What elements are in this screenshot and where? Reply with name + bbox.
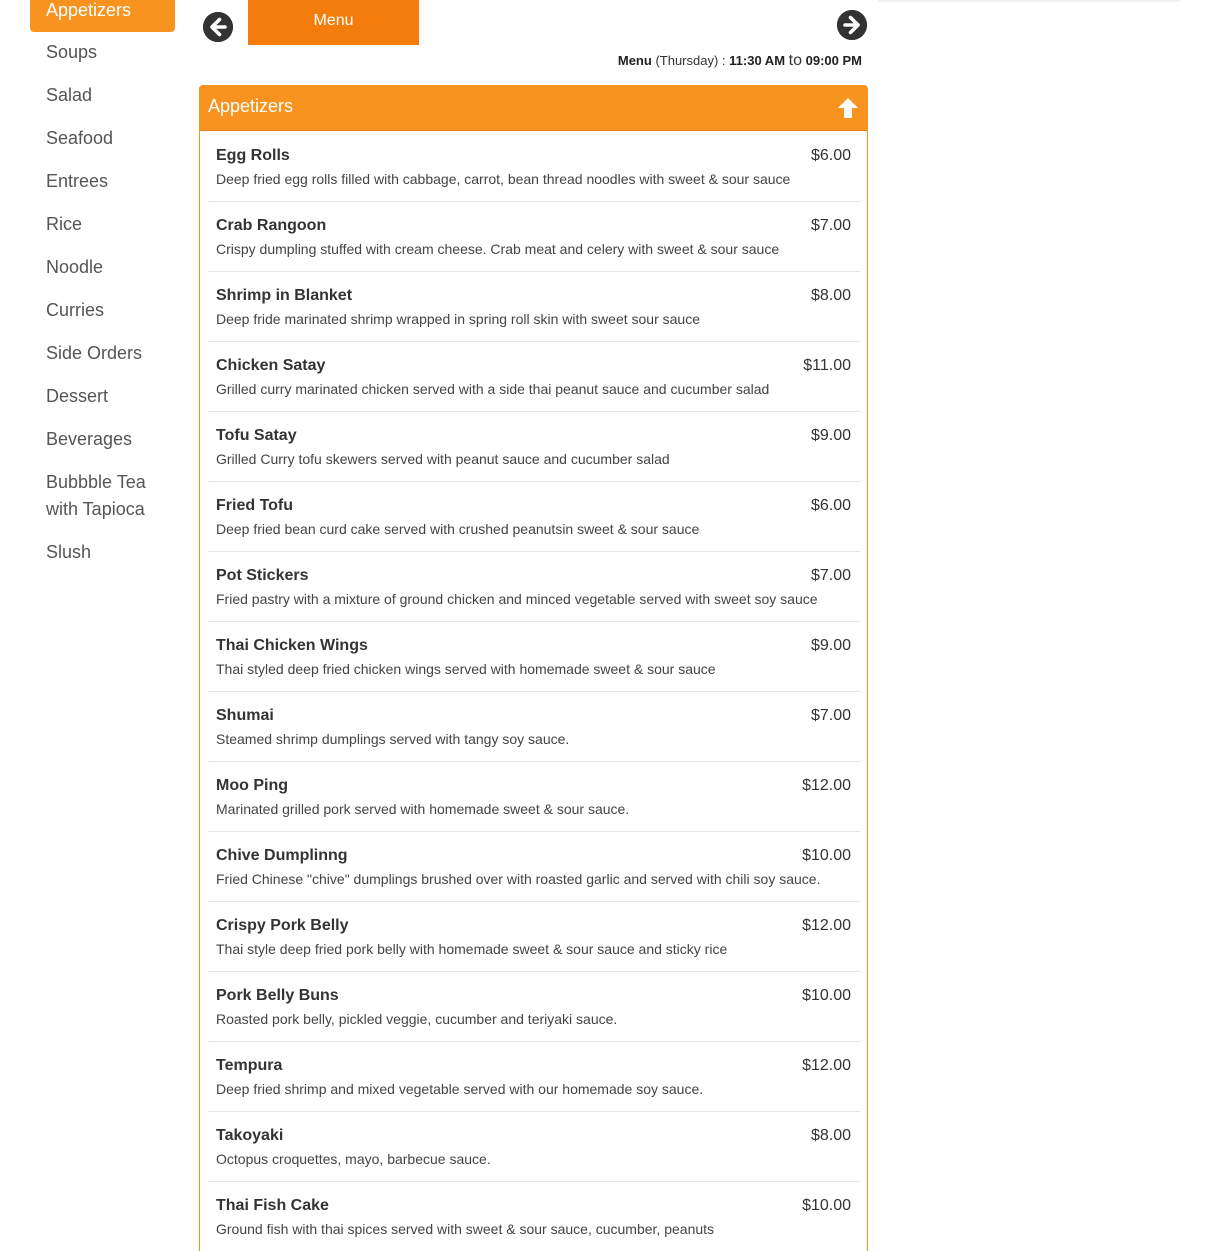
menu-item-description: Fried pastry with a mixture of ground chicken and minced vegetable served with sweet soy sauce	[216, 591, 818, 607]
menu-item-description: Ground fish with thai spices served with sweet & sour sauce, cucumber, peanuts	[216, 1221, 715, 1237]
sidebar-item-slush[interactable]: Slush	[46, 542, 92, 562]
menu-item-price: $9.00	[810, 637, 851, 654]
arrow-left-circle-icon	[203, 12, 233, 42]
menu-item-name: Shrimp in Blanket	[216, 287, 353, 304]
menu-item-price: $10.00	[802, 847, 851, 864]
tab-menu[interactable]: Menu	[248, 0, 419, 45]
sidebar-item-soups[interactable]: Soups	[46, 42, 98, 62]
menu-item-name: Crispy Pork Belly	[216, 917, 349, 934]
sidebar-item-seafood[interactable]: Seafood	[46, 128, 114, 148]
next-category-button[interactable]	[837, 10, 867, 40]
sidebar-item-side-orders[interactable]: Side Orders	[46, 343, 143, 363]
menu-item-description: Grilled curry marinated chicken served with a side thai peanut sauce and cucumber salad	[216, 381, 770, 397]
menu-item-description: Thai styled deep fried chicken wings served with homemade sweet & sour sauce	[216, 661, 716, 677]
menu-item-name: Chive Dumplinng	[216, 847, 348, 864]
menu-item-description: Fried Chinese "chive" dumplings brushed over with roasted garlic and served with chili soy sauce.	[216, 871, 821, 887]
menu-item-price: $12.00	[802, 917, 851, 934]
menu-item-price: $9.00	[810, 427, 851, 444]
menu-item-price: $8.00	[810, 1127, 851, 1144]
menu-item-name: Egg Rolls	[216, 147, 290, 164]
hours-open: 11:30 AM	[729, 53, 786, 68]
menu-item-name: Crab Rangoon	[216, 217, 327, 234]
menu-item[interactable]	[208, 692, 860, 762]
sidebar-item-salad[interactable]: Salad	[46, 85, 93, 105]
arrow-right-circle-icon	[837, 10, 867, 40]
menu-item[interactable]	[208, 202, 860, 272]
menu-item-price: $7.00	[810, 707, 851, 724]
menu-item-price: $7.00	[810, 217, 851, 234]
menu-item[interactable]	[208, 1042, 860, 1112]
hours-day: (Thursday) :	[655, 53, 726, 68]
menu-item-description: Deep fride marinated shrimp wrapped in spring roll skin with sweet sour sauce	[216, 311, 700, 327]
hours-to: to	[788, 52, 802, 69]
menu-item[interactable]	[208, 1182, 860, 1251]
sidebar-item-entrees[interactable]: Entrees	[46, 171, 109, 191]
menu-panel	[199, 85, 868, 1251]
menu-item[interactable]	[208, 552, 860, 622]
sidebar-item-noodle[interactable]: Noodle	[46, 257, 104, 277]
menu-item[interactable]	[208, 342, 860, 412]
menu-item-price: $7.00	[810, 567, 851, 584]
menu-item-name: Fried Tofu	[216, 497, 294, 514]
arrow-up-icon[interactable]	[836, 96, 860, 120]
menu-item-description: Roasted pork belly, pickled veggie, cucumber and teriyaki sauce.	[216, 1011, 618, 1027]
menu-item-price: $6.00	[810, 147, 851, 164]
prev-category-button[interactable]	[203, 12, 233, 42]
menu-item-description: Deep fried shrimp and mixed vegetable served with our homemade soy sauce.	[216, 1081, 704, 1097]
menu-item-price: $6.00	[810, 497, 851, 514]
menu-item-name: Pork Belly Buns	[216, 987, 339, 1004]
menu-item[interactable]	[208, 412, 860, 482]
panel-title: Appetizers	[208, 96, 294, 116]
right-column-divider	[878, 0, 1180, 2]
menu-item[interactable]	[208, 972, 860, 1042]
menu-item-name: Pot Stickers	[216, 567, 309, 584]
menu-item-name: Chicken Satay	[216, 357, 326, 374]
menu-item-name: Tofu Satay	[216, 427, 297, 444]
hours-label: Menu	[617, 53, 652, 68]
menu-item[interactable]	[208, 832, 860, 902]
menu-item-description: Thai style deep fried pork belly with homemade sweet & sour sauce and sticky rice	[216, 941, 728, 957]
menu-items-list	[208, 132, 860, 1251]
menu-item-description: Deep fried egg rolls filled with cabbage, carrot, bean thread noodles with sweet & sour sauce	[216, 171, 791, 187]
menu-item[interactable]	[208, 482, 860, 552]
menu-item-name: Thai Chicken Wings	[216, 637, 368, 654]
menu-item-price: $10.00	[802, 1197, 851, 1214]
sidebar-item-bubble-tea[interactable]: Bubbble Tea with Tapioca	[46, 472, 146, 519]
menu-item-name: Shumai	[216, 707, 274, 724]
menu-item-name: Takoyaki	[216, 1127, 284, 1144]
menu-item-price: $10.00	[802, 987, 851, 1004]
menu-item-price: $12.00	[802, 777, 851, 794]
menu-item-price: $12.00	[802, 1057, 851, 1074]
menu-item[interactable]	[208, 622, 860, 692]
menu-item[interactable]	[208, 762, 860, 832]
menu-item-name: Thai Fish Cake	[216, 1197, 329, 1214]
opening-hours	[420, 52, 862, 70]
sidebar-item-dessert[interactable]: Dessert	[46, 386, 109, 406]
menu-item-description: Steamed shrimp dumplings served with tangy soy sauce.	[216, 731, 570, 747]
menu-item-price: $8.00	[810, 287, 851, 304]
sidebar-item-beverages[interactable]: Beverages	[46, 429, 133, 449]
menu-item[interactable]	[208, 1112, 860, 1182]
menu-item[interactable]	[208, 272, 860, 342]
menu-item-description: Grilled Curry tofu skewers served with peanut sauce and cucumber salad	[216, 451, 670, 467]
hours-close: 09:00 PM	[805, 53, 862, 68]
sidebar-item-curries[interactable]: Curries	[46, 300, 105, 320]
menu-item[interactable]	[208, 132, 860, 202]
menu-item-description: Octopus croquettes, mayo, barbecue sauce.	[216, 1151, 491, 1167]
menu-item[interactable]	[208, 902, 860, 972]
menu-item-name: Tempura	[216, 1057, 283, 1074]
sidebar-item-rice[interactable]: Rice	[46, 214, 83, 234]
menu-item-price: $11.00	[803, 357, 851, 374]
menu-item-description: Crispy dumpling stuffed with cream cheese. Crab meat and celery with sweet & sour sauce	[216, 241, 780, 257]
menu-item-name: Moo Ping	[216, 777, 288, 794]
menu-item-description: Marinated grilled pork served with homemade sweet & sour sauce.	[216, 801, 630, 817]
sidebar-item-appetizers[interactable]: Appetizers	[30, 0, 175, 32]
menu-item-description: Deep fried bean curd cake served with crushed peanutsin sweet & sour sauce	[216, 521, 700, 537]
panel-header[interactable]	[200, 86, 867, 131]
